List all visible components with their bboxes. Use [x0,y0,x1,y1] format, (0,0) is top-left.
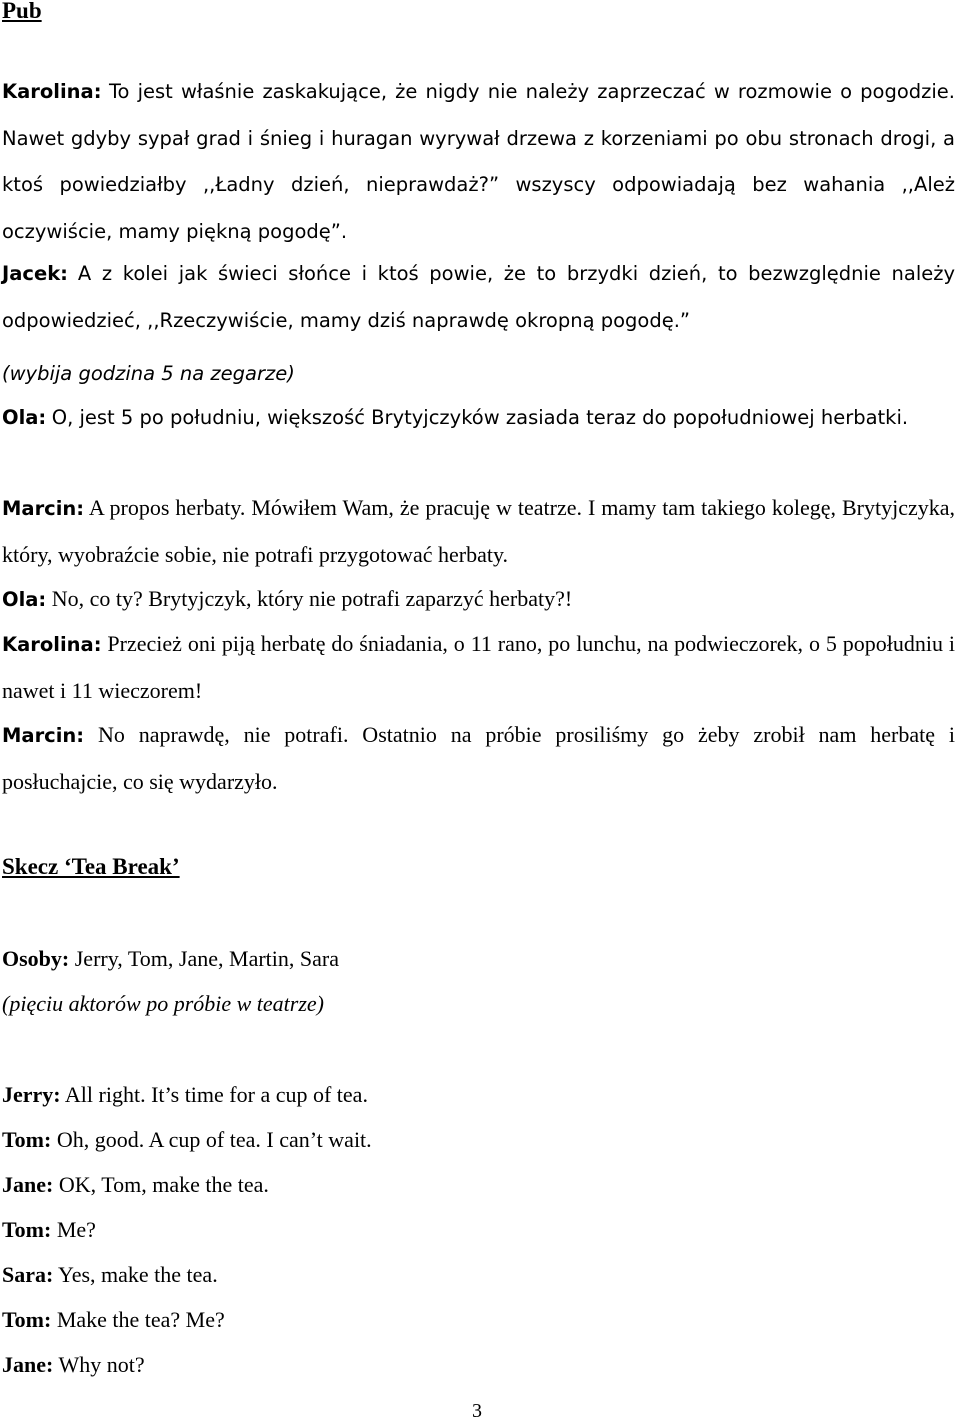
line-text: No naprawdę, nie potrafi. Ostatnio na próbie prosiliśmy go żeby zrobił nam herbatę i posłuchajcie, co się wydarzyło. [2,722,955,794]
speaker-name: Jane: [2,1352,54,1377]
dialogue-line [2,250,955,343]
dialogue-line [2,1125,372,1155]
line-text: A propos herbaty. Mówiłem Wam, że pracuję w teatrze. I mamy tam takiego kolegę, Brytyjczyka, który, wyobraźcie sobie, nie potrafi przygotować herbaty. [2,495,955,567]
dialogue-line [2,1305,225,1335]
sketch-title: Skecz ‘Tea Break’ [2,854,180,879]
speaker-name: Jane: [2,1172,54,1197]
line-text: Oh, good. A cup of tea. I can’t wait. [56,1127,372,1152]
speaker-name: Tom: [2,1307,52,1332]
line-text: To jest właśnie zaskakujące, że nigdy nie należy zaprzeczać w rozmowie o pogodzie. Nawet gdyby sypał grad i śnieg i huragan wyrywał drzewa z korzeniami po obu stronach drogi, a ktoś powiedziałby ,,Ładny dzień, nieprawdaż?” wszyscy odpowiadają bez wahania ,,Ależ oczywiście, mamy piękną pogodę”. [2,80,955,243]
line-text: All right. It’s time for a cup of tea. [64,1082,368,1107]
speaker-name: Tom: [2,1127,52,1152]
line-text: Yes, make the tea. [58,1262,218,1287]
speaker-name: Marcin: [2,724,85,747]
dialogue-line [2,394,955,441]
dialogue-line [2,1215,96,1245]
dialogue-line [2,485,955,577]
dialogue-line [2,1350,145,1380]
speaker-name: Marcin: [2,497,85,520]
dialogue-line [2,576,955,623]
speaker-name: Karolina: [2,633,102,656]
cast-note: (pięciu aktorów po próbie w teatrze) [2,991,325,1016]
line-text: Why not? [58,1352,145,1377]
line-text: Me? [56,1217,96,1242]
speaker-name: Tom: [2,1217,52,1242]
speaker-name: Ola: [2,406,47,429]
line-text: O, jest 5 po południu, większość Brytyjczyków zasiada teraz do popołudniowej herbatki. [51,406,909,429]
dialogue-line [2,68,955,254]
speaker-name: Ola: [2,588,47,611]
cast-names: Jerry, Tom, Jane, Martin, Sara [74,946,339,971]
dialogue-line [2,712,955,804]
line-text: No, co ty? Brytyjczyk, który nie potrafi zaparzyć herbaty?! [51,586,573,611]
speaker-name: Jerry: [2,1082,61,1107]
line-text: Przecież oni piją herbatę do śniadania, o 11 rano, po lunchu, na podwieczorek, o 5 popołudniu i nawet i 11 wieczorem! [2,631,956,703]
line-text: Make the tea? Me? [56,1307,225,1332]
dialogue-line [2,1260,218,1290]
line-text: A z kolei jak świeci słońce i ktoś powie, że to brzydki dzień, to bezwzględnie należy odpowiedzieć, ,,Rzeczywiście, mamy dziś naprawdę okropną pogodę.” [2,262,956,332]
cast-label: Osoby: [2,946,70,971]
dialogue-line [2,621,955,713]
line-text: OK, Tom, make the tea. [58,1172,269,1197]
page-title: Pub [2,0,42,23]
stage-direction: (wybija godzina 5 na zegarze) [2,362,295,385]
cast-list [2,944,339,974]
dialogue-line [2,1170,269,1200]
speaker-name: Karolina: [2,80,102,103]
speaker-name: Sara: [2,1262,54,1287]
dialogue-line [2,1080,368,1110]
speaker-name: Jacek: [2,262,68,285]
page-number: 3 [472,1400,482,1422]
